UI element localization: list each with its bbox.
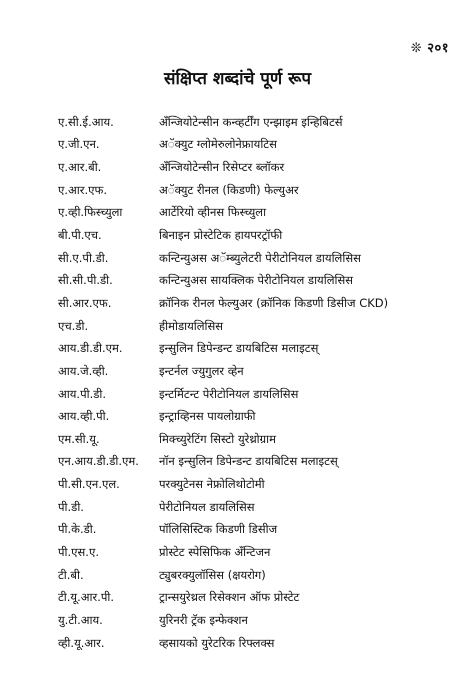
abbreviation-full-form: इन्टर्नल ज्युगुलर व्हेन (159, 363, 244, 378)
abbreviation-row (58, 224, 458, 247)
abbreviation-row (58, 496, 458, 519)
abbreviation-row (58, 337, 458, 360)
abbreviation-full-form: मिक्च्युरेटिंग सिस्टो युरेथ्रोग्राम (159, 431, 276, 446)
abbreviation-code: एच.डी. (58, 318, 89, 333)
abbreviation-row (58, 269, 458, 292)
abbreviation-row (58, 564, 458, 587)
abbreviation-row (58, 428, 458, 451)
abbreviation-code: बी.पी.एच. (58, 228, 102, 243)
abbreviation-full-form: अँन्जियोटेन्सीन रिसेप्टर ब्लॉकर (159, 160, 285, 175)
abbreviation-row (58, 111, 458, 134)
abbreviation-row (58, 315, 458, 338)
abbreviation-full-form: व्हसायको युरेटरिक रिफ्लक्स (159, 635, 275, 650)
page-number: ❊ २०१ (410, 41, 449, 56)
abbreviation-code: यु.टी.आय. (58, 612, 103, 627)
abbreviation-code: टी.यू.आर.पी. (58, 590, 115, 605)
abbreviation-row (58, 541, 458, 564)
abbreviation-row (58, 134, 458, 157)
abbreviation-full-form: हीमोडायलिसिस (159, 318, 224, 333)
abbreviation-full-form: अॅक्युट रीनल (किडणी) फेल्युअर (159, 182, 299, 197)
page-title: संक्षिप्त शब्दांचे पूर्ण रूप (163, 69, 312, 89)
abbreviation-full-form: इन्सुलिन डिपेन्डन्ट डायबिटिस मलाइटस् (159, 341, 319, 356)
abbreviation-code: एन.आय.डी.डी.एम. (58, 454, 139, 469)
abbreviation-full-form: ट्रान्सयुरेथ्रल रिसेक्शन ऑफ प्रोस्टेट (159, 590, 300, 605)
abbreviation-row (58, 179, 458, 202)
abbreviation-full-form: परक्युटेनस नेफ्रोलिथोटोमी (159, 477, 265, 492)
abbreviation-code: ए.आर.बी. (58, 160, 102, 175)
abbreviation-full-form: क्रॉनिक रीनल फेल्युअर (क्रॉनिक किडणी डिसीज CKD) (159, 295, 389, 310)
abbreviation-code: टी.बी. (58, 567, 84, 582)
abbreviation-code: ए.सी.ई.आय. (58, 114, 114, 129)
abbreviation-code: आय.व्ही.पी. (58, 409, 110, 424)
abbreviation-code: पी.सी.एन.एल. (58, 477, 120, 492)
abbreviation-full-form: प्रोस्टेट स्पेसिफिक अँन्टिजन (159, 544, 271, 559)
abbreviation-code: ए.जी.एन. (58, 137, 100, 152)
abbreviation-code: एम.सी.यू. (58, 431, 100, 446)
abbreviation-full-form: ट्युबरक्युलॉसिस (क्षयरोग) (159, 567, 266, 582)
abbreviation-list (58, 111, 458, 654)
abbreviation-row (58, 247, 458, 270)
abbreviation-code: ए.आर.एफ. (58, 182, 108, 197)
abbreviation-row (58, 156, 458, 179)
abbreviation-row (58, 519, 458, 542)
abbreviation-full-form: इन्ट्राव्हिनस पायलोग्राफी (159, 409, 256, 424)
abbreviation-row (58, 632, 458, 655)
abbreviation-code: पी.एस.ए. (58, 544, 99, 559)
abbreviation-code: आय.डी.डी.एम. (58, 341, 123, 356)
abbreviation-code: सी.ए.पी.डी. (58, 250, 109, 265)
abbreviation-row (58, 586, 458, 609)
abbreviation-full-form: नॉन इन्सुलिन डिपेन्डन्ट डायबिटिस मलाइटस् (159, 454, 338, 469)
abbreviation-full-form: आर्टेरियो व्हीनस फिस्च्युला (159, 205, 267, 220)
abbreviation-code: सी.सी.पी.डी. (58, 273, 113, 288)
abbreviation-row (58, 451, 458, 474)
abbreviation-code: आय.जे.व्ही. (58, 363, 109, 378)
abbreviation-code: व्ही.यू.आर. (58, 635, 105, 650)
abbreviation-row (58, 405, 458, 428)
abbreviation-full-form: कन्टिन्युअस सायक्लिक पेरीटोनियल डायलिसिस (159, 273, 354, 288)
abbreviation-full-form: अॅक्युट ग्लोमेरुलोनेफ्रायटिस (159, 137, 277, 152)
abbreviation-full-form: पॉलिसिस्टिक किडणी डिसीज (159, 522, 278, 537)
abbreviation-full-form: इन्टर्मिटन्ट पेरीटोनियल डायलिसिस (159, 386, 299, 401)
abbreviation-code: आय.पी.डी. (58, 386, 107, 401)
abbreviation-full-form: पेरीटोनियल डायलिसिस (159, 499, 255, 514)
abbreviation-row (58, 292, 458, 315)
abbreviation-full-form: कन्टिन्युअस अॅम्ब्युलेटरी पेरीटोनियल डायलिसिस (159, 250, 361, 265)
abbreviation-row (58, 202, 458, 225)
abbreviation-code: सी.आर.एफ. (58, 295, 112, 310)
abbreviation-row (58, 360, 458, 383)
abbreviation-full-form: बिनाइन प्रोस्टेटिक हायपरट्रॉफी (159, 228, 283, 243)
abbreviation-full-form: युरिनरी ट्रॅक इन्फेक्शन (159, 612, 248, 627)
abbreviation-code: ए.व्ही.फिस्च्युला (58, 205, 123, 220)
abbreviation-code: पी.के.डी. (58, 522, 97, 537)
abbreviation-code: पी.डी. (58, 499, 84, 514)
abbreviation-row (58, 473, 458, 496)
abbreviation-row (58, 383, 458, 406)
abbreviation-row (58, 609, 458, 632)
abbreviation-full-form: अँन्जियोटेन्सीन कन्व्हर्टींग एन्झाइम इन्हिबिटर्स (159, 114, 343, 129)
